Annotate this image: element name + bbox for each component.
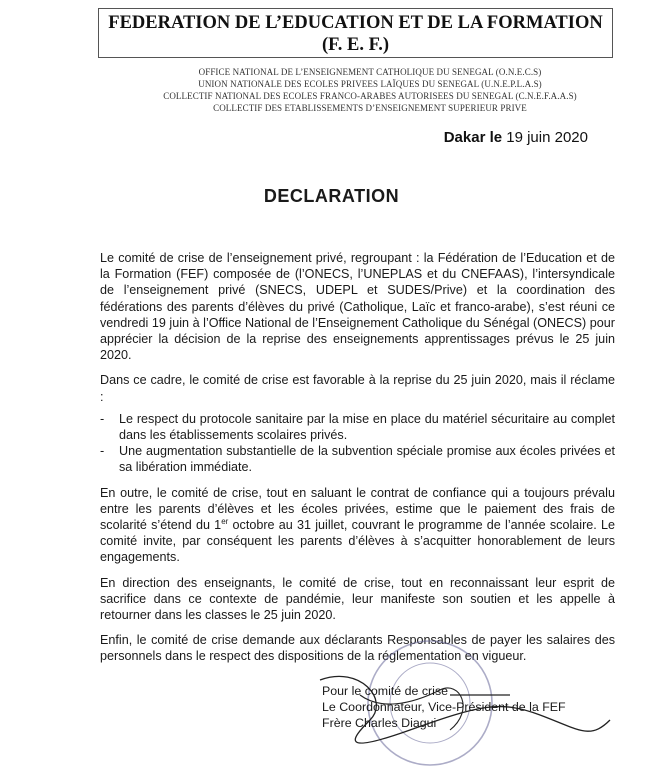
federation-name: FEDERATION DE L’EDUCATION ET DE LA FORMATION xyxy=(108,13,603,33)
paragraph-fees xyxy=(100,485,615,566)
list-item xyxy=(100,443,615,475)
demands-list xyxy=(100,411,615,476)
organization-line: UNION NATIONALE DES ECOLES PRIVEES LAÏQUES DU SENEGAL (U.N.E.P.L.A.S) xyxy=(198,79,542,89)
bullet-marker: - xyxy=(100,411,105,426)
dateline xyxy=(444,129,588,146)
federation-acronym: (F. E. F.) xyxy=(322,35,389,55)
signature-line-committee: Pour le comité de crise xyxy=(322,684,449,698)
bullet-marker: - xyxy=(100,444,105,459)
paragraph-intro: Le comité de crise de l’enseignement privé, regroupant : la Fédération de l’Education et de la Formation (FEF) composée de (l’ONECS, l’UNEPLAS et du CNEFAAS), l’intersyndicale de l’enseignement privé (SNECS, UDEPL et SUDES/Prive) et la coordination des fédérations des parents d’élèves du privé (Catholique, Laïc et franco-arabe), s’est réuni ce vendredi 19 juin à l’Office National de l’Enseignement Catholique du Sénégal (ONECS) pour apprécier la décision de la reprise des enseignements apprentissages prévus le 25 juin 2020. xyxy=(100,251,615,363)
paragraph-salaries: Enfin, le comité de crise demande aux déclarants Responsables de payer les salaires des personnels dans le respect des dispositions de la réglementation en vigueur. xyxy=(100,633,615,664)
paragraph-fees-start: En outre, le comité de crise, tout en saluant le contrat de confiance qui a toujours prévalu entre les parents d’élèves et les écoles privées, estime que le paiement des frais de scolarité s’étend du 1 xyxy=(100,485,615,533)
document-title: DECLARATION xyxy=(263,186,400,206)
federation-header xyxy=(98,8,613,58)
dateline-date: 19 juin 2020 xyxy=(506,129,588,146)
signature-block xyxy=(322,683,566,731)
list-item xyxy=(100,411,615,443)
paragraph-teachers: En direction des enseignants, le comité de crise, tout en reconnaissant leur esprit de sacrifice dans ce contexte de pandémie, leur manifeste son soutien et les appelle à retourner dans les classes le 25 juin 2020. xyxy=(100,575,615,623)
signature-line-role: Le Coordonnateur, Vice-Président de la FEF xyxy=(322,700,566,714)
list-item-text: Le respect du protocole sanitaire par la mise en place du matériel sécuritaire au complet dans les établissements scolaires privés. xyxy=(119,411,615,443)
organization-line: COLLECTIF NATIONAL DES ECOLES FRANCO-ARABES AUTORISEES DU SENEGAL (C.N.E.F.A.A.S) xyxy=(163,91,577,101)
dateline-place: Dakar le xyxy=(443,129,503,146)
signature-line-name: Frère Charles Diagui xyxy=(322,716,437,730)
organization-line: OFFICE NATIONAL DE L’ENSEIGNEMENT CATHOLIQUE DU SENEGAL (O.N.E.C.S) xyxy=(198,67,542,77)
paragraph-fees-end: octobre au 31 juillet, couvrant le programme de l’année scolaire. Le comité invite, par conséquent les parents d’élèves à s’acquitter honorablement de leurs engagements. xyxy=(100,518,615,565)
declaration-body xyxy=(100,250,615,674)
list-item-text: Une augmentation substantielle de la subvention spéciale promise aux écoles privées et sa libération immédiate. xyxy=(119,444,615,475)
organization-line: COLLECTIF DES ETABLISSEMENTS D’ENSEIGNEMENT SUPERIEUR PRIVE xyxy=(213,103,527,113)
member-organizations xyxy=(100,66,640,114)
ordinal-suffix: er xyxy=(221,516,229,526)
paragraph-demands: Dans ce cadre, le comité de crise est favorable à la reprise du 25 juin 2020, mais il réclame : xyxy=(100,373,615,404)
